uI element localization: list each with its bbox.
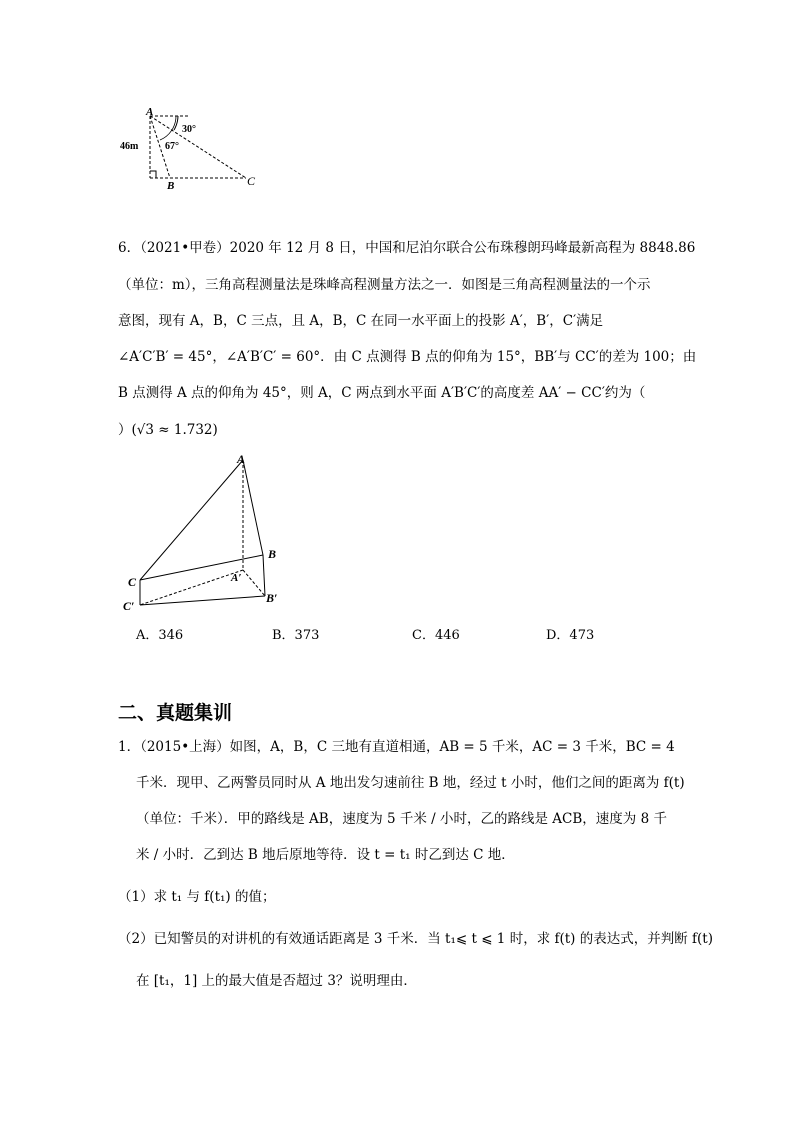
label-B-prime: B′ [266,591,278,605]
problem1-question2-line2: 在 [t₁，1] 上的最大值是否超过 3？说明理由． [136,973,417,989]
dashed-Ap-Bp [243,570,265,596]
height-label: 46m [120,141,139,152]
label-A: A [237,452,246,466]
figure-prism [118,450,298,620]
option-b[interactable]: B．373 [272,628,320,643]
edge-B-Bp [263,555,265,596]
label-B: B [268,547,277,561]
problem6-line2: （单位：m），三角高程测量法是珠峰高程测量方法之一．如图是三角高程测量法的一个示 [118,277,651,293]
right-angle-mark [150,171,156,178]
problem1-line1: 1．（2015•上海）如图，A，B，C 三地有直道相通，AB = 5 千米，AC = 3 千米，BC = 4 [118,739,675,755]
label-C-prime: C′ [123,599,135,613]
section-heading: 二、真题集训 [118,702,233,724]
problem6-line5: B 点测得 A 点的仰角为 45°，则 A，C 两点到水平面 A′B′C′的高度差 AA′ − CC′约为（ [118,385,646,401]
angle-label-67: 67° [165,141,179,152]
problem6-line3: 意图，现有 A，B，C 三点，且 A，B，C 在同一水平面上的投影 A′，B′，C′满足 [118,313,604,329]
edge-Cp-Bp [140,596,265,605]
label-C: C [128,575,137,589]
problem6-line1: 6．（2021•甲卷）2020 年 12 月 8 日，中国和尼泊尔联合公布珠穆朗玛峰最新高程为 8848.86 [118,240,696,256]
option-c[interactable]: C．446 [412,628,460,643]
label-B: B [167,180,175,192]
edge-A-B [243,460,263,555]
problem1-question1: （1）求 t₁ 与 f(t₁) 的值； [118,889,276,905]
label-C: C [247,174,256,188]
problem1-line3: （单位：千米）．甲的路线是 AB，速度为 5 千米 / 小时，乙的路线是 ACB，速度为 8 千 [136,811,667,827]
label-A: A [146,106,154,118]
option-d[interactable]: D．473 [546,628,595,643]
option-a[interactable]: A．346 [136,628,184,643]
label-A-prime: A′ [231,572,242,584]
problem1-question2-line1: （2）已知警员的对讲机的有效通话距离是 3 千米．当 t₁⩽ t ⩽ 1 时，求 f(t) 的表达式，并判断 f(t) [118,931,713,947]
angle-label-30: 30° [182,124,196,135]
problem6-line4: ∠A′C′B′ = 45°，∠A′B′C′ = 60°．由 C 点测得 B 点的仰角为 15°，BB′与 CC′的差为 100；由 [118,349,697,365]
problem1-line2: 千米．现甲、乙两警员同时从 A 地出发匀速前往 B 地，经过 t 小时，他们之间的距离为 f(t) [136,775,685,791]
figure-height-angle [118,106,278,192]
problem6-line6: ）(√3 ≈ 1.732) [118,422,218,438]
dashed-Ap-Cp [140,570,243,605]
problem1-line4: 米 / 小时．乙到达 B 地后原地等待．设 t = t₁ 时乙到达 C 地． [136,847,515,863]
